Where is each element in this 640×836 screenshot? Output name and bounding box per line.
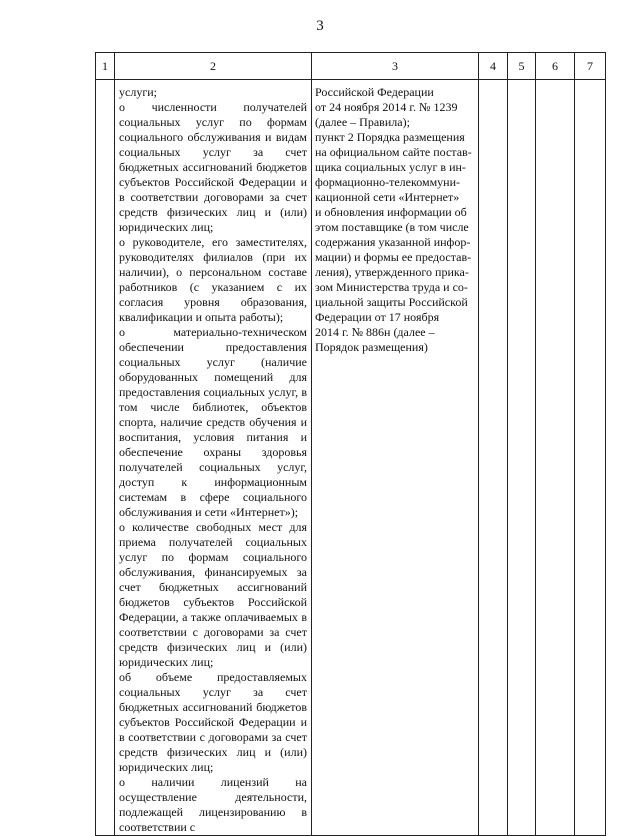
paragraph: о материально-техническом обеспечении предоставления социальных услуг (наличие оборудованных помещений для предоставления социальных услуг, в том числе библиотек, объектов спорта, наличие средств обучения и воспитания, условия питания и обеспечение охраны здоровья получателей социальных услуг, доступ к информационным системам в сфере социального обслуживания и сети «Интернет»);: [119, 325, 307, 519]
header-col-1: 1: [96, 53, 115, 80]
page-number: 3: [316, 18, 324, 34]
text-line: на официальном сайте постав-: [315, 145, 472, 159]
header-col-7: 7: [575, 53, 606, 80]
paragraph: об объеме предоставляемых социальных услуг за счет бюджетных ассигнований бюджетов субъектов Российской Федерации и в соответствии с договорами за счет средств физических лиц и (или) юридических лиц;: [119, 670, 307, 774]
header-col-4: 4: [479, 53, 508, 80]
cell-col-4: [479, 80, 508, 836]
cell-col-7: [575, 80, 606, 836]
text-line: от 24 ноября 2014 г. № 1239: [315, 100, 458, 114]
header-col-2: 2: [115, 53, 312, 80]
text-line: Федерации от 17 ноября: [315, 310, 440, 324]
legal-reference-text: [312, 80, 478, 355]
cell-col-6: [536, 80, 575, 836]
cell-col-2: [115, 80, 312, 836]
cell-col-1: [96, 80, 115, 836]
cell-col-5: [508, 80, 536, 836]
table-header-row: [96, 53, 606, 80]
paragraph: о количестве свободных мест для приема получателей социальных услуг по формам социального обслуживания, финансируемых за счет бюджетных ассигнований бюджетов субъектов Российской Федерации, а также оплачиваемых в соответствии с договорами за счет средств физических лиц и (или) юридических лиц;: [119, 520, 307, 669]
text-line: этом поставщике (в том числе: [315, 220, 469, 234]
text-line: формационно-телекоммуни-: [315, 175, 461, 189]
text-line: (далее – Правила);: [315, 115, 410, 129]
table-body-row: [96, 80, 606, 836]
paragraph: услуги;: [119, 85, 157, 99]
text-line: щика социальных услуг в ин-: [315, 160, 466, 174]
header-col-5: 5: [508, 53, 536, 80]
text-line: зом Министерства труда и со-: [315, 280, 468, 294]
header-col-6: 6: [536, 53, 575, 80]
text-line: 2014 г. № 886н (далее –: [315, 325, 435, 339]
cell-col-3: [312, 80, 479, 836]
text-line: пункт 2 Порядка размещения: [315, 130, 465, 144]
text-line: мации) и формы ее предостав-: [315, 250, 472, 264]
text-line: Российской Федерации: [315, 85, 434, 99]
paragraph: о численности получателей социальных услуг по формам социального обслуживания и видам социальных услуг за счет бюджетных ассигнований бюджетов субъектов Российской Федерации и в соответствии договорами за счет средств физических лиц и (или) юридических лиц;: [119, 100, 307, 234]
paragraph: о руководителе, его заместителях, руководителях филиалов (при их наличии), о персональном составе работников (с указанием с их согласия уровня образования, квалификации и опыта работы);: [119, 235, 307, 324]
text-line: кационной сети «Интернет»: [315, 190, 460, 204]
paragraph: о наличии лицензий на осуществление деятельности, подлежащей лицензированию в соответствии с: [119, 775, 307, 834]
info-requirements-text: [115, 80, 311, 835]
text-line: ления), утвержденного прика-: [315, 265, 469, 279]
header-col-3: 3: [312, 53, 479, 80]
text-line: циальной защиты Российской: [315, 295, 468, 309]
text-line: Порядок размещения): [315, 340, 428, 354]
text-line: содержания указанной инфор-: [315, 235, 471, 249]
requirements-table: [95, 52, 606, 836]
text-line: и обновления информации об: [315, 205, 467, 219]
